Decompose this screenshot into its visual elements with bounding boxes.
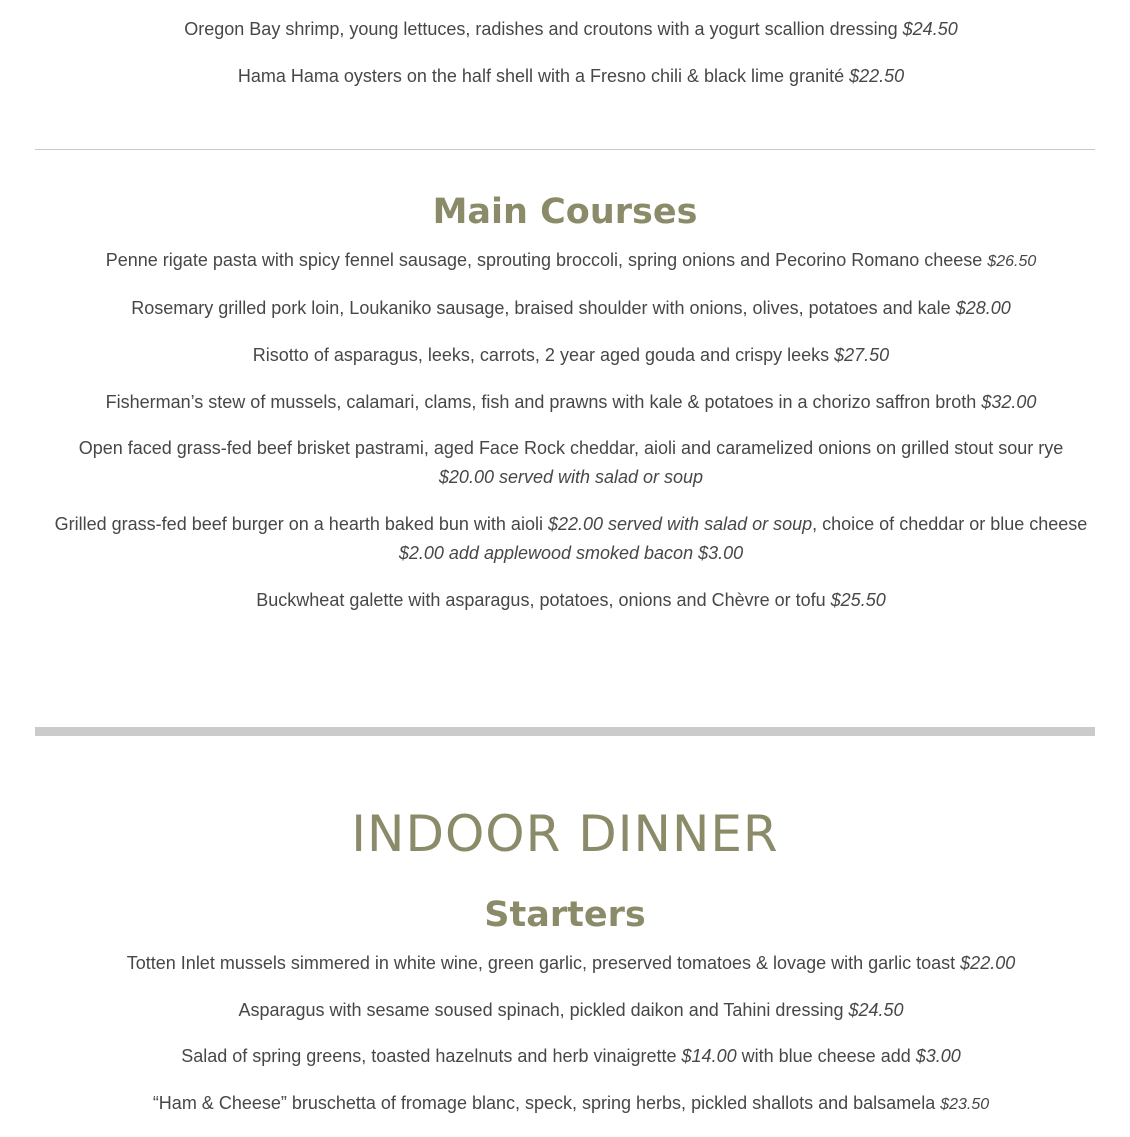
- menu-item-price: $24.50: [848, 1000, 904, 1020]
- menu-item-description-extra: , choice of cheddar or blue cheese: [812, 514, 1088, 534]
- menu-item-price: $22.00: [960, 953, 1016, 973]
- menu-item: [35, 341, 1107, 370]
- menu-item-price: $27.50: [834, 345, 890, 365]
- menu-item-description: Buckwheat galette with asparagus, potatoes, onions and Chèvre or tofu: [256, 590, 826, 610]
- menu-item-description: Fisherman’s stew of mussels, calamari, clams, fish and prawns with kale & potatoes in a chorizo saffron broth: [105, 392, 977, 412]
- menu-item-description: “Ham & Cheese” bruschetta of fromage blanc, speck, spring herbs, pickled shallots and balsamela: [152, 1093, 936, 1113]
- menu-item-description: Oregon Bay shrimp, young lettuces, radishes and croutons with a yogurt scallion dressing: [184, 19, 898, 39]
- menu-item: [35, 294, 1107, 323]
- indoor-dinner-heading: INDOOR DINNER: [351, 805, 779, 863]
- menu-item-price: $14.00: [681, 1046, 737, 1066]
- menu-item-description: Salad of spring greens, toasted hazelnuts and herb vinaigrette: [181, 1046, 677, 1066]
- menu-item: [35, 246, 1107, 276]
- menu-item: [35, 1042, 1107, 1071]
- menu-item-description: Risotto of asparagus, leeks, carrots, 2 year aged gouda and crispy leeks: [252, 345, 830, 365]
- menu-item-description: Hama Hama oysters on the half shell with a Fresno chili & black lime granité: [237, 66, 845, 86]
- menu-item-price-extra: $3.00: [915, 1046, 961, 1066]
- menu-item-price: $22.50: [849, 66, 905, 86]
- section-separator-bar: [35, 727, 1095, 736]
- starters-heading: Starters: [484, 895, 646, 935]
- menu-item-price: $26.50: [987, 253, 1037, 270]
- menu-item-price: $32.00: [981, 392, 1037, 412]
- menu-item-description: Asparagus with sesame soused spinach, pickled daikon and Tahini dressing: [238, 1000, 844, 1020]
- menu-item-price: $23.50: [940, 1096, 990, 1113]
- menu-item-price-extra: $2.00 add applewood smoked bacon $3.00: [398, 543, 744, 563]
- menu-item: [35, 388, 1107, 417]
- menu-item: [35, 434, 1107, 492]
- menu-item-description-extra: with blue cheese add: [741, 1046, 911, 1066]
- menu-item-description: Grilled grass-fed beef burger on a hearth baked bun with aioli: [54, 514, 543, 534]
- menu-item-price: $28.00: [955, 298, 1011, 318]
- menu-item: [35, 15, 1107, 44]
- menu-item-description: Open faced grass-fed beef brisket pastrami, aged Face Rock cheddar, aioli and caramelized onions on grilled stout sour rye: [78, 438, 1064, 458]
- menu-item: [35, 996, 1107, 1025]
- menu-item-description: Penne rigate pasta with spicy fennel sausage, sprouting broccoli, spring onions and Pecorino Romano cheese: [105, 250, 983, 270]
- menu-item-price: $25.50: [830, 590, 886, 610]
- menu-item-price: $20.00 served with salad or soup: [438, 467, 704, 487]
- menu-item: [35, 62, 1107, 91]
- menu-item-description: Totten Inlet mussels simmered in white wine, green garlic, preserved tomatoes & lovage with garlic toast: [126, 953, 956, 973]
- menu-item: [35, 510, 1107, 568]
- menu-item: [35, 1089, 1107, 1119]
- section-divider: [35, 149, 1095, 150]
- menu-item-price: $24.50: [902, 19, 958, 39]
- menu-item-description: Rosemary grilled pork loin, Loukaniko sausage, braised shoulder with onions, olives, potatoes and kale: [131, 298, 951, 318]
- menu-item: [35, 586, 1107, 615]
- menu-item-price: $22.00 served with salad or soup: [547, 514, 813, 534]
- main-courses-heading: Main Courses: [432, 192, 698, 232]
- menu-item: [35, 949, 1107, 978]
